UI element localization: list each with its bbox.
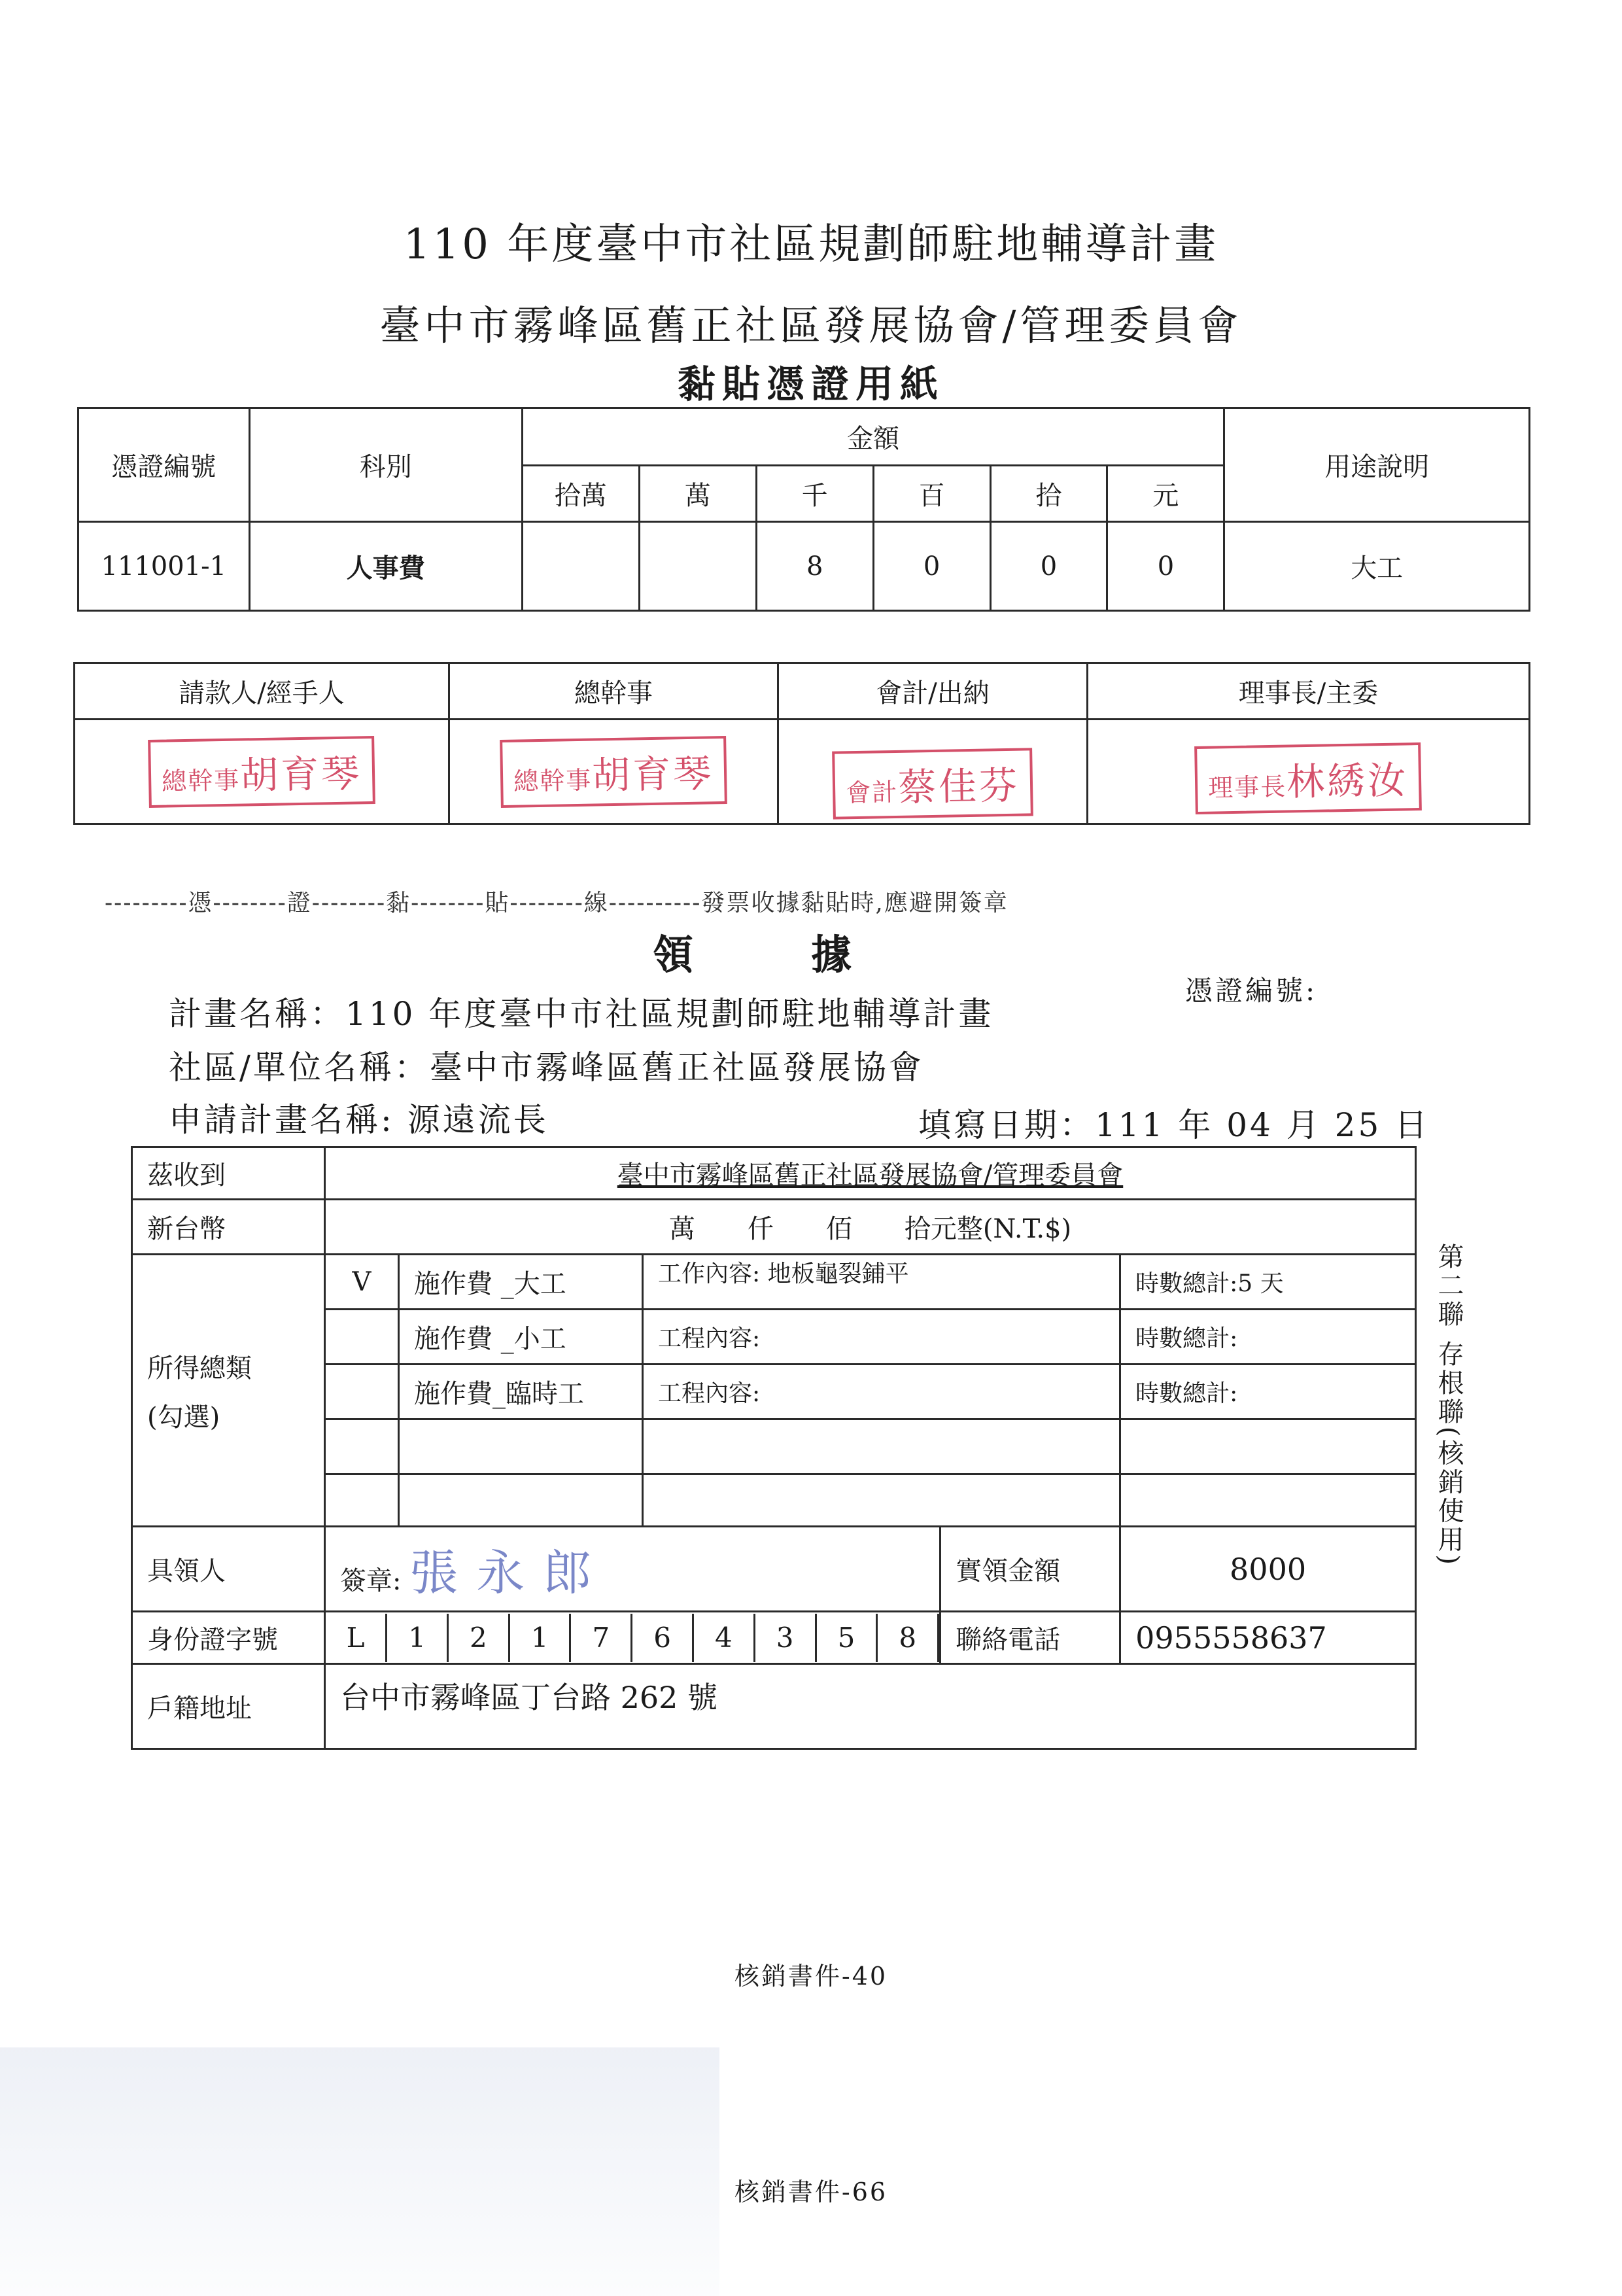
received-from: 臺中市霧峰區舊正社區發展協會/管理委員會 [325,1147,1416,1200]
digit-value: 0 [990,522,1107,611]
income-check [325,1310,399,1365]
income-type [399,1474,643,1527]
apply-plan-line: 申請計畫名稱: 源遠流長 [169,1101,549,1139]
stamp-name: 胡育琴 [239,750,362,798]
stamp-cell [449,720,778,824]
digit-value [639,522,756,611]
handwritten-signature: 張永郎 [409,1544,610,1601]
seal-label: 簽章: [340,1565,402,1596]
income-check [325,1419,399,1474]
association-title: 臺中市霧峰區舊正社區發展協會/管理委員會 [379,302,1243,349]
digit-value: 0 [873,522,990,611]
fill-date: 填寫日期：111 年 04 月 25 日 [918,1106,1430,1144]
voucher-no-value: 111001-1 [78,522,250,611]
id-digit: L [326,1614,387,1662]
address-value: 台中市霧峰區丁台路 262 號 [325,1664,1416,1749]
digit-header: 拾 [990,466,1107,522]
sign-header-accountant: 會計/出納 [778,663,1088,720]
actual-amount-label: 實領金額 [940,1527,1120,1612]
digit-value: 8 [756,522,873,611]
digit-header: 百 [873,466,990,522]
stamp-title: 總幹事 [161,765,241,796]
receipt-table [131,1146,1417,1750]
income-type-label [132,1255,325,1527]
stamp-cell [1088,720,1530,824]
income-type: 施作費 _小工 [399,1310,643,1365]
red-seal-stamp [832,748,1033,819]
voucher-sheet-title: 黏貼憑證用紙 [677,362,944,406]
receipt-voucher-label: 憑證編號: [1185,975,1318,1007]
id-digit: 2 [447,1614,509,1662]
plan-title: 110 年度臺中市社區規劃師駐地輔導計畫 [403,220,1219,269]
signature-cell [325,1527,940,1612]
currency-label: 新台幣 [132,1200,325,1255]
stamp-title: 總幹事 [513,765,593,796]
income-check [325,1365,399,1419]
id-digit: 8 [877,1614,939,1662]
col-voucher-no: 憑證編號 [78,408,250,522]
currency-text: 萬 仟 佰 拾元整(N.T.$) [325,1200,1416,1255]
stamp-title: 理事長 [1208,772,1288,803]
income-type-label-2: (勾選) [147,1402,220,1433]
income-check: V [325,1255,399,1310]
digit-value: 0 [1107,522,1224,611]
stamp-cell [75,720,449,824]
stamp-name: 林綉汝 [1286,757,1409,805]
col-amount: 金額 [522,408,1224,466]
plan-name-line: 計畫名稱：110 年度臺中市社區規劃師駐地輔導計畫 [169,995,994,1033]
income-type-label-1: 所得總類 [147,1353,252,1383]
address-label: 戶籍地址 [132,1664,325,1749]
income-content [643,1474,1120,1527]
voucher-table [77,407,1530,612]
red-seal-stamp [1195,742,1423,814]
income-type: 施作費 _大工 [399,1255,643,1310]
col-category: 科別 [249,408,522,522]
digit-header: 萬 [639,466,756,522]
sign-header-requester: 請款人/經手人 [75,663,449,720]
id-digit: 4 [693,1614,755,1662]
income-hours: 時數總計:5 天 [1120,1255,1416,1310]
purpose-value: 大工 [1224,522,1530,611]
income-content: 工程內容: [643,1310,1120,1365]
cut-line: ---------憑--------證--------黏--------貼--------線----------發票收據黏貼時,應避開簽章 [105,890,1009,916]
id-digit: 7 [570,1614,632,1662]
page-number-b: 核銷書件-66 [734,2178,888,2206]
id-digit: 6 [632,1614,693,1662]
receipt-title: 領據 [652,931,969,979]
phone-value: 0955558637 [1120,1612,1416,1664]
red-seal-stamp [500,735,727,807]
page-number-a: 核銷書件-40 [734,1962,888,1991]
category-value: 人事費 [249,522,522,611]
id-digit: 1 [509,1614,570,1662]
col-purpose: 用途說明 [1224,408,1530,522]
stamp-title: 會計 [845,777,899,808]
id-digit: 5 [816,1614,877,1662]
stamp-name: 蔡佳芬 [897,763,1020,810]
copy-side-note: 第二聯 存根聯(核銷使用) [1434,1243,1464,1567]
income-hours: 時數總計: [1120,1365,1416,1419]
id-digit-grid [326,1614,939,1662]
stamp-name: 胡育琴 [591,750,714,798]
income-content: 工作內容: 地板龜裂鋪平 [643,1255,1120,1310]
sign-header-secretary: 總幹事 [449,663,778,720]
income-check [325,1474,399,1527]
income-hours [1120,1419,1416,1474]
income-type: 施作費_臨時工 [399,1365,643,1419]
income-type [399,1419,643,1474]
recipient-label: 具領人 [132,1527,325,1612]
digit-header: 拾萬 [522,466,639,522]
received-label: 茲收到 [132,1147,325,1200]
id-digit: 3 [754,1614,816,1662]
unit-name-line: 社區/單位名稱：臺中市霧峰區舊正社區發展協會 [169,1049,924,1087]
digit-header: 元 [1107,466,1224,522]
income-content [643,1419,1120,1474]
sign-header-chair: 理事長/主委 [1088,663,1530,720]
phone-label: 聯絡電話 [940,1612,1120,1664]
income-hours [1120,1474,1416,1527]
id-label: 身份證字號 [132,1612,325,1664]
red-seal-stamp [148,735,375,807]
actual-amount: 8000 [1120,1527,1416,1612]
id-digit: 1 [387,1614,448,1662]
signature-table [73,662,1530,825]
income-content: 工程內容: [643,1365,1120,1419]
stamp-cell [778,720,1088,824]
digit-value [522,522,639,611]
id-number-cell [325,1612,940,1664]
digit-header: 千 [756,466,873,522]
income-hours: 時數總計: [1120,1310,1416,1365]
